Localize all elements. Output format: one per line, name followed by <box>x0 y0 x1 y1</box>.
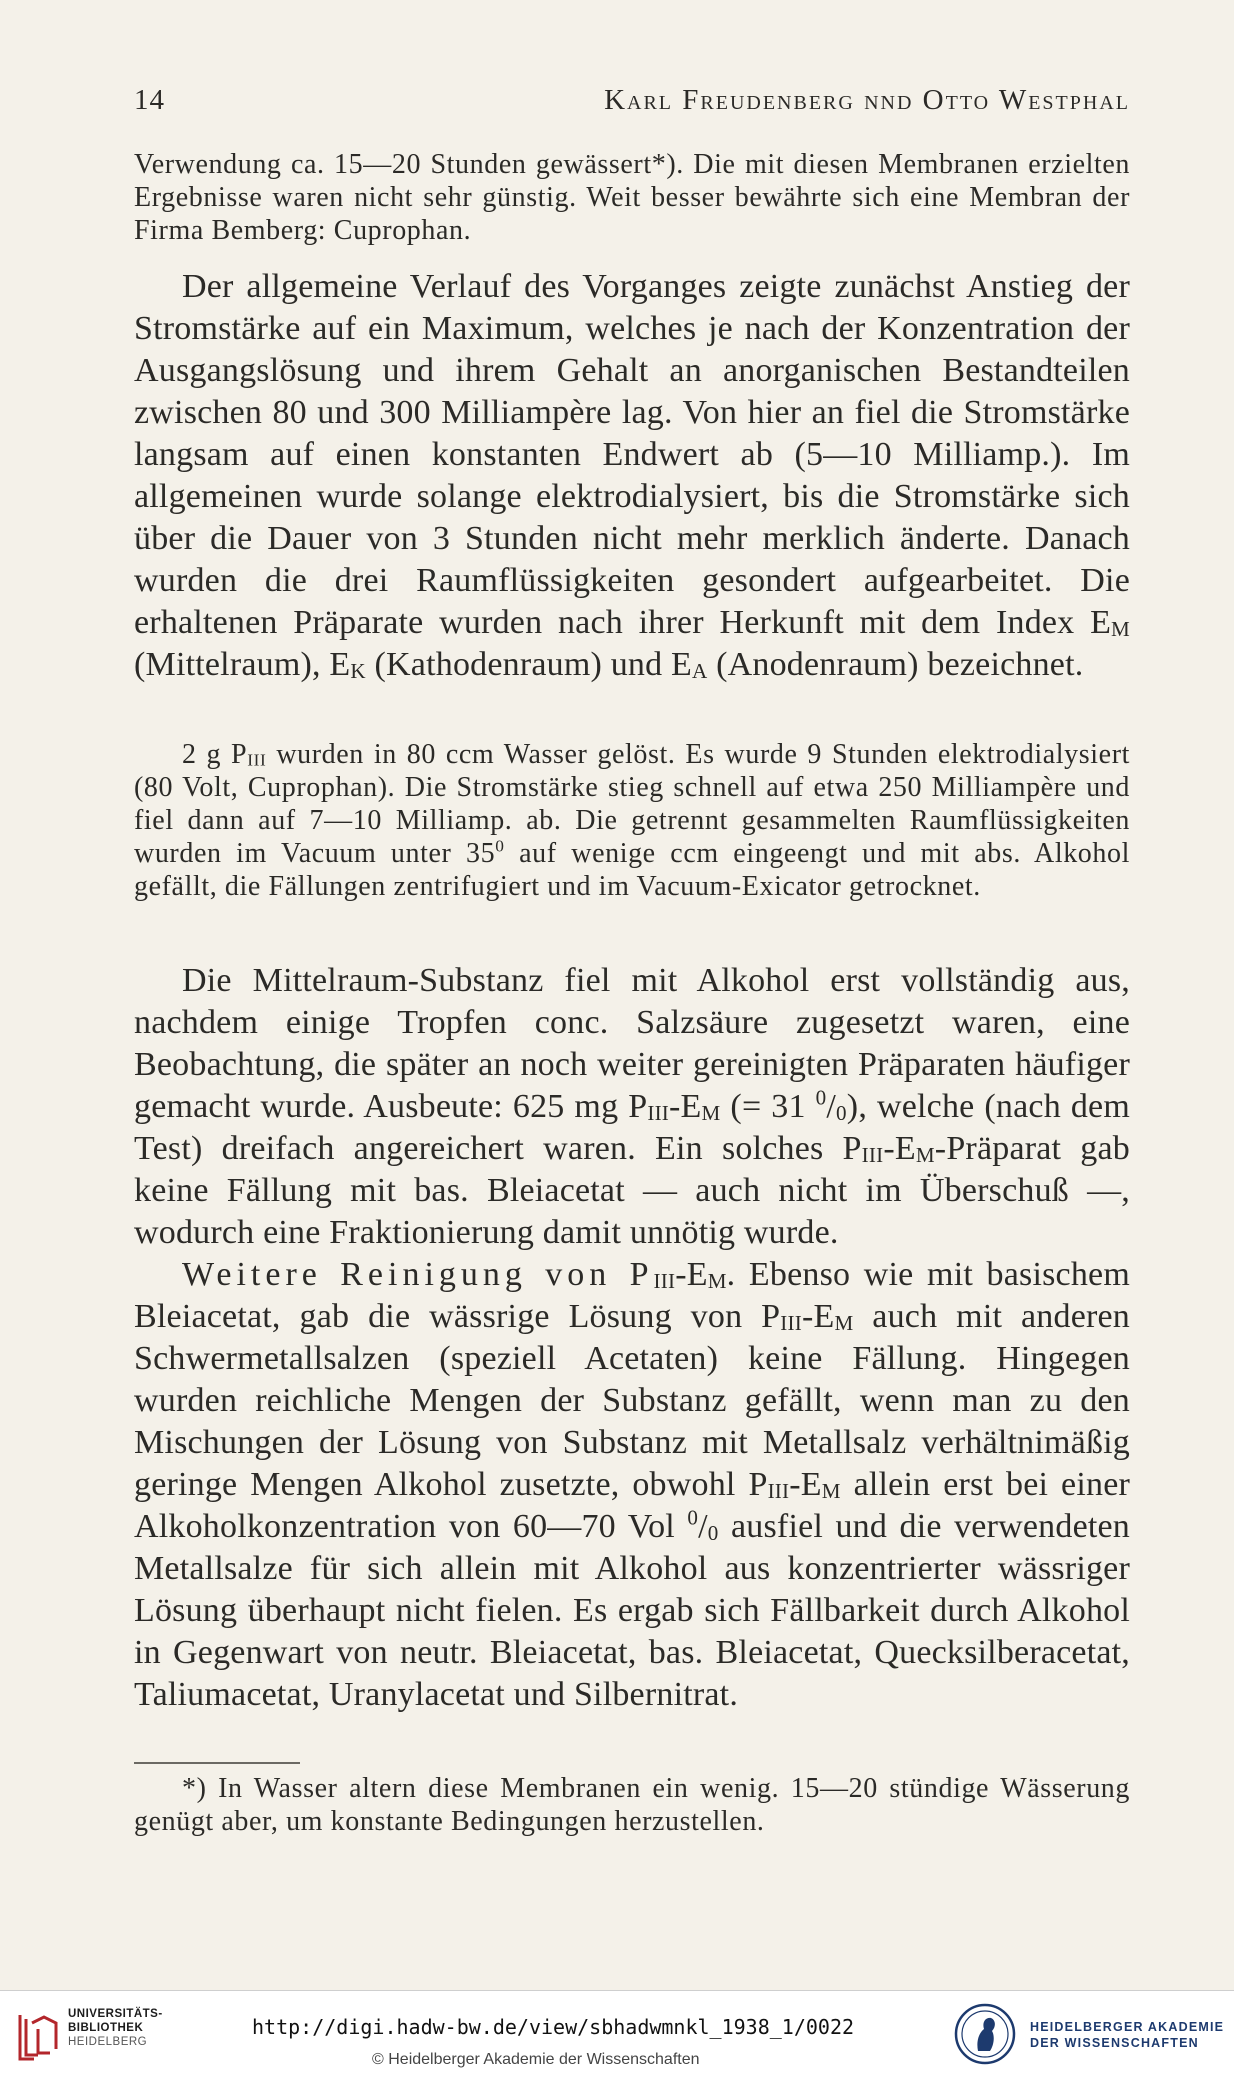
paragraph-1 <box>134 148 1130 247</box>
p4-text-d: ), welche (nach dem Test) dreifach angereichert waren. Ein solches P <box>134 1088 1130 1167</box>
p2-text-a: Der allgemeine Verlauf des Vorganges zeigte zunächst Anstieg der Stromstärke auf ein Maximum, welches je nach der Konzentration der Ausgangslösung und ihrem Gehalt an anorganischen Bestandteilen zwischen 80 und 300 Milliampère lag. Von hier an fiel die Stromstärke langsam auf einen konstanten Endwert ab (5—10 Milliamp.). Im allgemeinen wurde solange elektrodialysiert, bis die Stromstärke sich über die Dauer von 3 Stunden nicht mehr merklich änderte. Danach wurden die drei Raumflüssigkeiten gesondert aufgearbeitet. Die erhaltenen Präparate wurden nach ihrer Herkunft mit dem Index E <box>134 268 1130 641</box>
subscript-m: M <box>701 1101 721 1126</box>
p5-text-a: Ebenso wie mit basischem Bleiacetat, gab die wässrige Lösung von P <box>134 1256 1130 1335</box>
percent-sub: 0 <box>836 1101 847 1126</box>
p4-text-f: -Präparat gab keine Fällung mit bas. Bleiacetat — auch nicht im Überschuß —, wodurch eine Fraktionierung damit unnötig wurde. <box>134 1130 1130 1251</box>
p5-text-d: -E <box>789 1466 822 1503</box>
paragraph-3-method <box>134 738 1130 903</box>
ub-line-2: BIBLIOTHEK <box>68 2022 144 2034</box>
p3-text-b: wurden in 80 ccm Wasser gelöst. Es wurde 9 Stunden elektrodialysiert (80 Volt, Cuprophan). Die Stromstärke stieg schnell auf etwa 250 Milliampère und fiel dann auf 7—10 Milliamp. ab. Die getrennt gesammelten Raumflüssigkeiten wurden im Vacuum unter 35 <box>134 739 1130 869</box>
p5-text-b: -E <box>801 1298 835 1335</box>
p5-text-e: allein erst bei einer Alkoholkonzentration von 60—70 Vol <box>134 1466 1131 1545</box>
section-heading: Weitere Reinigung von P <box>182 1256 654 1293</box>
percent-sub: 0 <box>707 1521 719 1546</box>
subscript-m: M <box>1111 617 1130 642</box>
ub-line-3: HEIDELBERG <box>68 2036 148 2048</box>
university-library-name <box>68 2007 163 2049</box>
heading-part-3: . <box>726 1256 736 1293</box>
subscript-iii: III <box>247 750 267 770</box>
footnote-text: *) In Wasser altern diese Membranen ein wenig. 15—20 stündige Wässerung genügt aber, um konstante Bedingungen herzustellen. <box>134 1773 1130 1837</box>
paragraph-1-text: Verwendung ca. 15—20 Stunden gewässert*). Die mit diesen Membranen erzielten Ergebnisse waren nicht sehr günstig. Weit besser bewährte sich eine Membran der Firma Bemberg: Cuprophan. <box>134 149 1130 246</box>
p5-text-f: ausfiel und die verwendeten Metallsalze für sich allein mit Alkohol aus konzentrierter wässriger Lösung überhaupt nicht fielen. Es ergab sich Fällbarkeit durch Alkohol in Gegenwart von neutr. Bleiacetat, bas. Bleiacetat, Quecksilberacetat, Taliumacetat, Uranylacetat und Silbernitrat. <box>134 1508 1130 1713</box>
p4-text-c: (= 31 <box>720 1088 816 1125</box>
page-number: 14 <box>134 84 165 116</box>
academy-name <box>1030 2019 1224 2051</box>
p3-text-a: 2 g P <box>182 739 248 770</box>
academy-line-2: DER WISSENSCHAFTEN <box>1030 2036 1199 2050</box>
p3-text-c: auf wenige ccm eingeengt und mit abs. Alkohol gefällt, die Fällungen zentrifugiert und im Vacuum-Exicator getrocknet. <box>134 838 1130 902</box>
p4-text-e: -E <box>883 1130 916 1167</box>
copyright-notice: © Heidelberger Akademie der Wissenschaften <box>372 2051 700 2068</box>
footnote-rule <box>134 1762 300 1764</box>
subscript-m: M <box>834 1311 854 1336</box>
p5-text-c: auch mit anderen Schwermetallsalzen (speziell Acetaten) keine Fällung. Hingegen wurden reichliche Mengen der Substanz gefällt, wenn man zu den Mischungen der Lösung von Substanz mit Metallsalz verhältnimäßig geringe Mengen Alkohol zusetzte, obwohl P <box>134 1298 1130 1503</box>
paragraph-4 <box>134 960 1130 1254</box>
subscript-m: M <box>821 1479 841 1504</box>
academy-seal-logo[interactable] <box>954 2003 1016 2065</box>
degree-sign: 0 <box>495 836 505 856</box>
subscript-iii: III <box>647 1101 670 1126</box>
subscript-iii: III <box>861 1143 884 1168</box>
ub-line-1: UNIVERSITÄTS- <box>68 2008 163 2020</box>
subscript-m: M <box>915 1143 935 1168</box>
p2-text-c: (Kathodenraum) und E <box>365 646 692 683</box>
subscript-k: K <box>350 659 366 684</box>
subscript-iii: III <box>653 1269 676 1294</box>
permalink-url[interactable]: http://digi.hadw-bw.de/view/sbhadwmnkl_1938_1/0022 <box>252 2015 855 2039</box>
footnote <box>134 1772 1130 1838</box>
p4-text-b: -E <box>669 1088 702 1125</box>
paragraph-5 <box>134 1254 1130 1716</box>
running-title: Karl Freudenberg nnd Otto Westphal <box>604 84 1130 116</box>
running-header <box>134 84 1130 130</box>
p4-text-a: Die Mittelraum-Substanz fiel mit Alkohol erst vollständig aus, nachdem einige Tropfen conc. Salzsäure zugesetzt waren, eine Beobachtung, die später an noch weiter gereinigten Präparaten häufiger gemacht wurde. Ausbeute: 625 mg P <box>134 962 1130 1125</box>
p2-text-d: (Anodenraum) bezeichnet. <box>707 646 1084 683</box>
academy-line-1: HEIDELBERGER AKADEMIE <box>1030 2020 1225 2034</box>
percent-sup: 0 <box>687 1505 699 1530</box>
p2-text-b: (Mittelraum), E <box>134 646 351 683</box>
subscript-iii: III <box>767 1479 790 1504</box>
percent-sup: 0 <box>815 1085 827 1110</box>
percent-slash: / <box>826 1088 837 1125</box>
heading-part-2: -E <box>675 1256 708 1293</box>
digitization-footer <box>0 1990 1234 2083</box>
percent-slash: / <box>698 1508 708 1545</box>
university-library-logo[interactable] <box>16 2009 60 2065</box>
subscript-m: M <box>707 1269 727 1294</box>
paragraph-2 <box>134 266 1130 686</box>
subscript-iii: III <box>780 1311 802 1336</box>
subscript-a: A <box>691 659 708 684</box>
